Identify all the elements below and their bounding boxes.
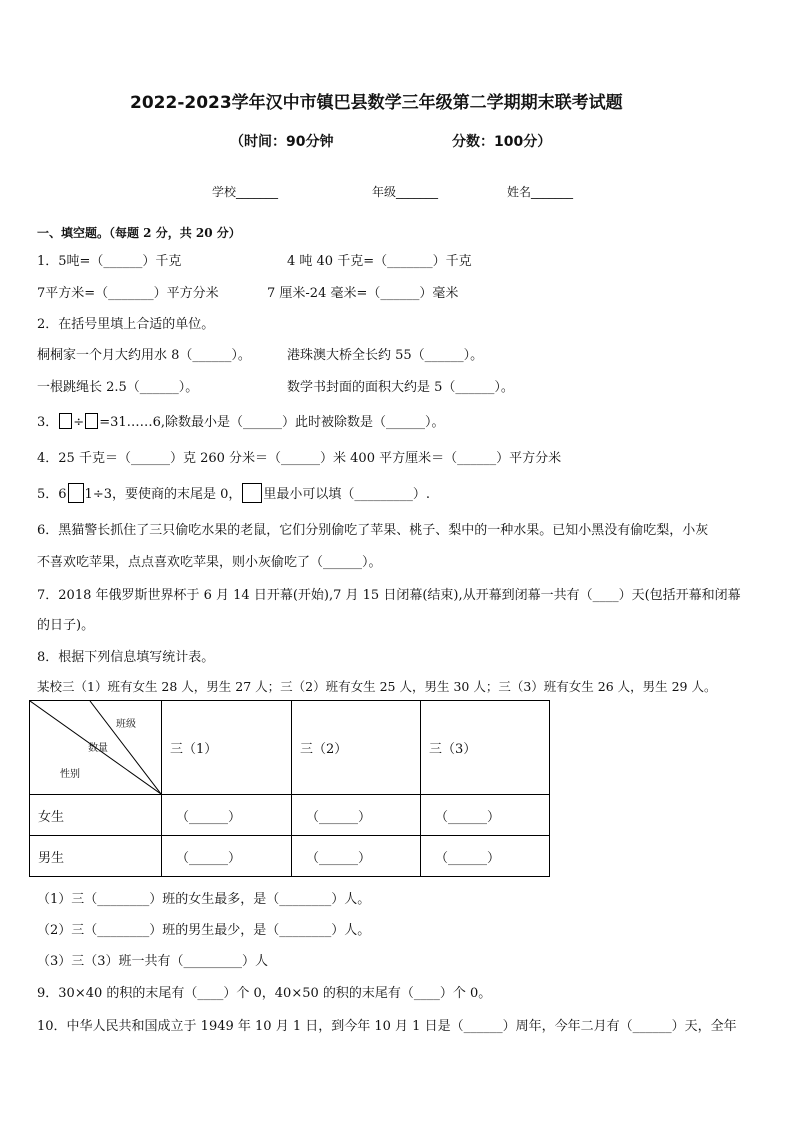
- row-label: 男生: [30, 836, 162, 877]
- q3-op: ÷: [73, 415, 85, 430]
- table-row: [30, 836, 550, 877]
- question-4: 4．25 千克＝（______）克 260 分米＝（______）米 400 平方厘米＝（______）平方分米: [37, 451, 562, 466]
- table-cell[interactable]: （______）: [292, 836, 421, 877]
- question-9: 9．30×40 的积的末尾有（____）个 0，40×50 的积的末尾有（____）个 0。: [37, 986, 492, 1001]
- stat-table: [29, 700, 550, 877]
- q2-part-a: 桐桐家一个月大约用水 8（______）。: [37, 348, 251, 363]
- table-header: 三（1）: [162, 701, 292, 795]
- table-corner-cell: [30, 701, 162, 795]
- q5-mid: 1÷3，要使商的末尾是 0，: [84, 487, 242, 502]
- q6-line-1: 6．黑猫警长抓住了三只偷吃水果的老鼠，它们分别偷吃了苹果、桃子、梨中的一种水果。已知小黑没有偷吃梨，小灰: [37, 523, 709, 538]
- digit-box: [68, 483, 84, 503]
- q8-info: 某校三（1）班有女生 28 人，男生 27 人；三（2）班有女生 25 人，男生 30 人；三（3）班有女生 26 人，男生 29 人。: [37, 679, 717, 694]
- q8-stem: 8．根据下列信息填写统计表。: [37, 650, 215, 665]
- name-field[interactable]: 姓名_______: [507, 185, 574, 199]
- table-cell[interactable]: （______）: [421, 836, 550, 877]
- table-header: 三（2）: [292, 701, 421, 795]
- q8-sub-1: （1）三（________）班的女生最多，是（________）人。: [37, 892, 371, 907]
- corner-count-label: 数量: [88, 743, 108, 754]
- table-cell[interactable]: （______）: [162, 836, 292, 877]
- table-cell[interactable]: （______）: [292, 795, 421, 836]
- q7-line-1: 7．2018 年俄罗斯世界杯于 6 月 14 日开幕(开始),7 月 15 日闭幕(结束),从开幕到闭幕一共有（____）天(包括开幕和闭幕: [37, 588, 741, 603]
- table-row: [30, 795, 550, 836]
- q2-stem: 2．在括号里填上合适的单位。: [37, 317, 215, 332]
- row-label: 女生: [30, 795, 162, 836]
- question-10: 10．中华人民共和国成立于 1949 年 10 月 1 日，到今年 10 月 1 日是（______）周年，今年二月有（______）天，全年: [37, 1019, 737, 1034]
- table-header: 三（3）: [421, 701, 550, 795]
- table-cell[interactable]: （______）: [162, 795, 292, 836]
- page-title: 2022-2023学年汉中市镇巴县数学三年级第二学期期末联考试题: [130, 93, 623, 113]
- q2-part-c: 一根跳绳长 2.5（______）。: [37, 380, 199, 395]
- q5-number: 5．6: [37, 487, 67, 502]
- q1-part-c: 7平方米=（_______）平方分米: [37, 286, 219, 301]
- q3-rest: =31……6,除数最小是（______）此时被除数是（______）。: [99, 415, 445, 430]
- grade-field[interactable]: 年级_______: [372, 185, 439, 199]
- q8-sub-3: （3）三（3）班一共有（_________）人: [37, 954, 269, 969]
- exam-time: （时间：90分钟: [230, 134, 334, 150]
- q7-line-2: 的日子)。: [37, 618, 95, 633]
- dividend-box: [59, 413, 72, 429]
- corner-class-label: 班级: [116, 719, 136, 730]
- question-3: [37, 411, 445, 430]
- table-cell[interactable]: （______）: [421, 795, 550, 836]
- exam-score: 分数：100分）: [452, 134, 552, 150]
- q1-part-a: 1．5吨=（______）千克: [37, 254, 182, 269]
- q1-part-b: 4 吨 40 千克=（_______）千克: [287, 254, 472, 269]
- q6-line-2: 不喜欢吃苹果，点点喜欢吃苹果，则小灰偷吃了（______）。: [37, 555, 382, 570]
- q3-number: 3．: [37, 415, 59, 430]
- q8-sub-2: （2）三（________）班的男生最少，是（________）人。: [37, 923, 371, 938]
- divisor-box: [85, 413, 98, 429]
- digit-box-2: [242, 483, 262, 503]
- q2-part-d: 数学书封面的面积大约是 5（______）。: [287, 380, 514, 395]
- school-field[interactable]: 学校_______: [212, 185, 279, 199]
- q2-part-b: 港珠澳大桥全长约 55（______）。: [287, 348, 484, 363]
- q5-rest: 里最小可以填（_________）.: [263, 487, 431, 502]
- question-5: [37, 483, 430, 503]
- corner-gender-label: 性别: [60, 769, 80, 780]
- section-title: 一、填空题。（每题 2 分，共 20 分）: [37, 226, 241, 240]
- q1-part-d: 7 厘米-24 毫米=（______）毫米: [267, 286, 459, 301]
